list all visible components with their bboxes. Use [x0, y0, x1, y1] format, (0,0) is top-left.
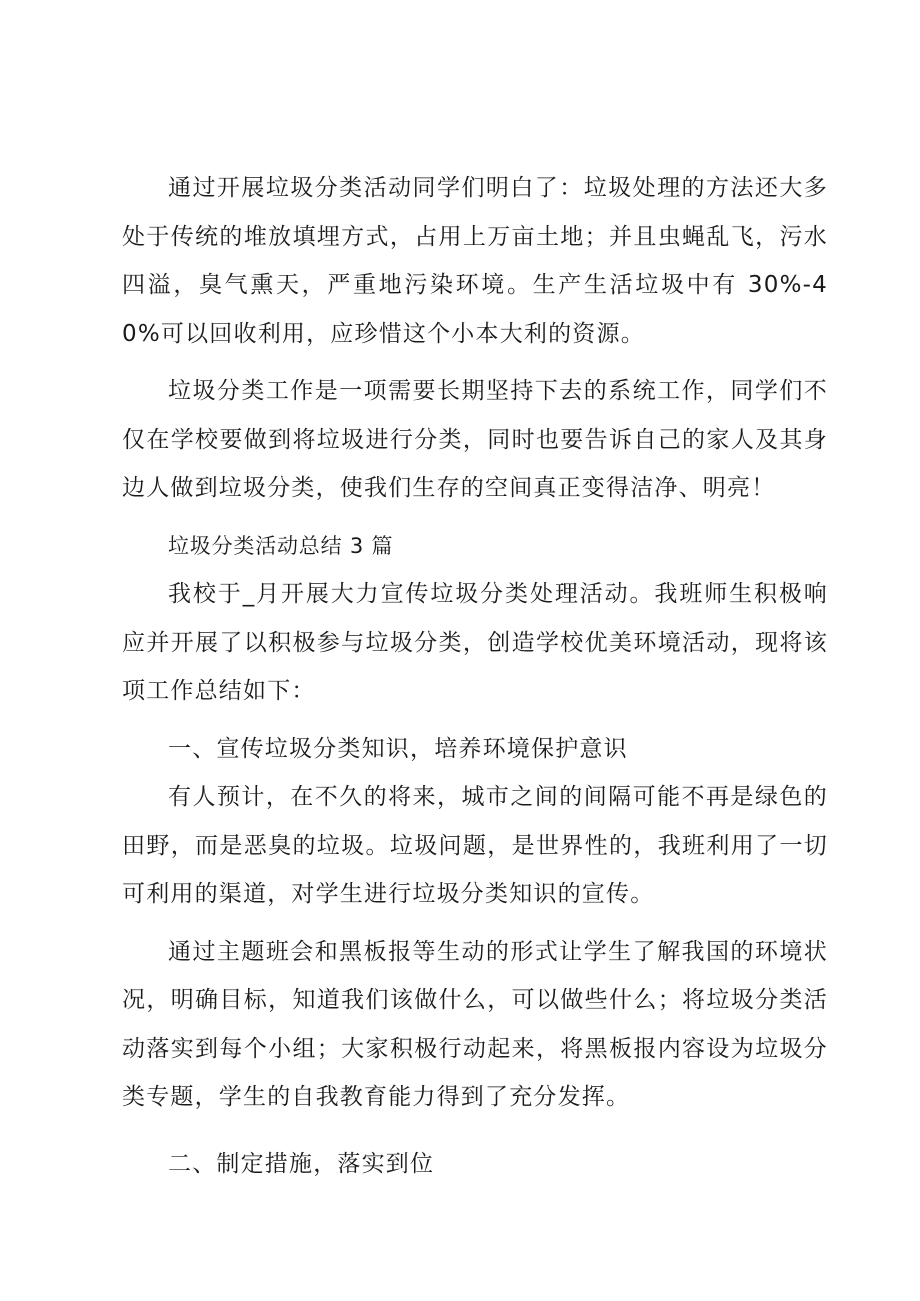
paragraph-prediction: 有人预计，在不久的将来，城市之间的间隔可能不再是绿色的田野，而是恶臭的垃圾。垃圾问题，是世界性的，我班利用了一切可利用的渠道，对学生进行垃圾分类知识的宣传。	[122, 784, 828, 907]
section-title-summary-3: 垃圾分类活动总结 3 篇	[168, 533, 394, 558]
paragraph-school-activity: 我校于_月开展大力宣传垃圾分类处理活动。我班师生积极响应并开展了以积极参与垃圾分类，创造学校优美环境活动，现将该项工作总结如下：	[122, 581, 828, 704]
section-heading-measures: 二、制定措施，落实到位	[168, 1150, 435, 1177]
document-body	[122, 164, 828, 1188]
paragraph-class-meeting: 通过主题班会和黑板报等生动的形式让学生了解我国的环境状况，明确目标，知道我们该做什么，可以做些什么；将垃圾分类活动落实到每个小组；大家积极行动起来，将黑板报内容设为垃圾分类专题，学生的自我教育能力得到了充分发挥。	[122, 938, 828, 1110]
paragraph-waste-sorting-lessons: 通过开展垃圾分类活动同学们明白了：垃圾处理的方法还大多处于传统的堆放填埋方式，占用上万亩土地；并且虫蝇乱飞，污水四溢，臭气熏天，严重地污染环境。生产生活垃圾中有 30%-40%可以回收利用，应珍惜这个小本大利的资源。	[122, 175, 828, 347]
section-heading-publicity: 一、宣传垃圾分类知识，培养环境保护意识	[168, 735, 628, 762]
paragraph-long-term-work: 垃圾分类工作是一项需要长期坚持下去的系统工作，同学们不仅在学校要做到将垃圾进行分类，同时也要告诉自己的家人及其身边人做到垃圾分类，使我们生存的空间真正变得洁净、明亮！	[122, 378, 828, 501]
